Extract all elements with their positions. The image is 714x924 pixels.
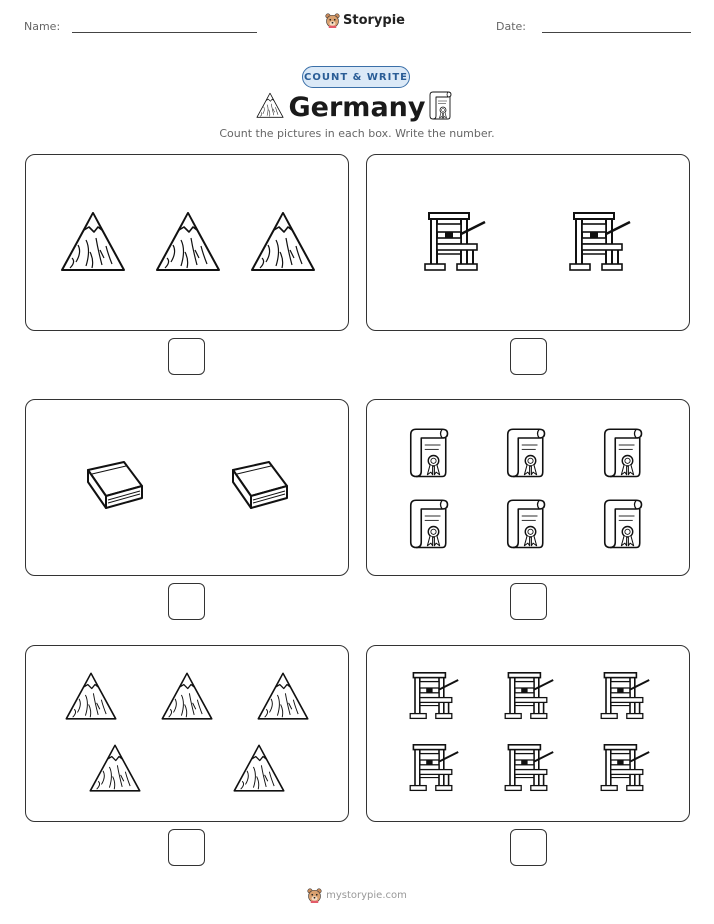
brand-logo — [325, 13, 405, 28]
count-box-4 — [366, 399, 690, 576]
printing-press-icon — [566, 210, 636, 274]
printing-press-icon — [421, 210, 491, 274]
scroll-icon — [603, 495, 645, 551]
mountain-icon — [87, 743, 143, 794]
activity-badge: COUNT & WRITE — [302, 66, 410, 88]
footer — [0, 888, 714, 903]
count-box-2 — [366, 154, 690, 331]
mountain-icon — [159, 671, 215, 722]
mountain-icon — [231, 743, 287, 794]
book-icon — [80, 456, 150, 520]
storypie-bear-icon — [325, 13, 340, 28]
scroll-icon — [506, 495, 548, 551]
printing-press-icon — [502, 670, 558, 722]
count-box-6 — [366, 645, 690, 822]
scroll-icon — [409, 495, 451, 551]
date-line[interactable] — [542, 32, 691, 33]
brand-name: Storypie — [343, 13, 405, 28]
count-box-5 — [25, 645, 349, 822]
answer-box-3[interactable] — [168, 583, 205, 620]
book-icon — [225, 456, 295, 520]
printing-press-icon — [407, 742, 463, 794]
scroll-icon — [603, 424, 645, 480]
answer-box-2[interactable] — [510, 338, 547, 375]
name-line[interactable] — [72, 32, 257, 33]
date-label: Date: — [496, 20, 526, 33]
count-box-3 — [25, 399, 349, 576]
answer-box-4[interactable] — [510, 583, 547, 620]
scroll-icon — [409, 424, 451, 480]
answer-box-6[interactable] — [510, 829, 547, 866]
printing-press-icon — [502, 742, 558, 794]
scroll-icon — [506, 424, 548, 480]
printing-press-icon — [598, 670, 654, 722]
mountain-icon — [248, 210, 318, 274]
answer-box-1[interactable] — [168, 338, 205, 375]
count-box-1 — [25, 154, 349, 331]
mountain-icon — [153, 210, 223, 274]
mountain-icon — [58, 210, 128, 274]
page-title: Germany — [288, 92, 426, 123]
instructions: Count the pictures in each box. Write the number. — [219, 127, 495, 140]
name-label: Name: — [24, 20, 61, 33]
mountain-icon — [255, 671, 311, 722]
answer-box-5[interactable] — [168, 829, 205, 866]
mountain-icon — [63, 671, 119, 722]
title-scroll-icon — [429, 89, 453, 121]
storypie-bear-icon — [307, 888, 322, 903]
printing-press-icon — [598, 742, 654, 794]
printing-press-icon — [407, 670, 463, 722]
footer-site[interactable]: mystorypie.com — [326, 890, 407, 901]
